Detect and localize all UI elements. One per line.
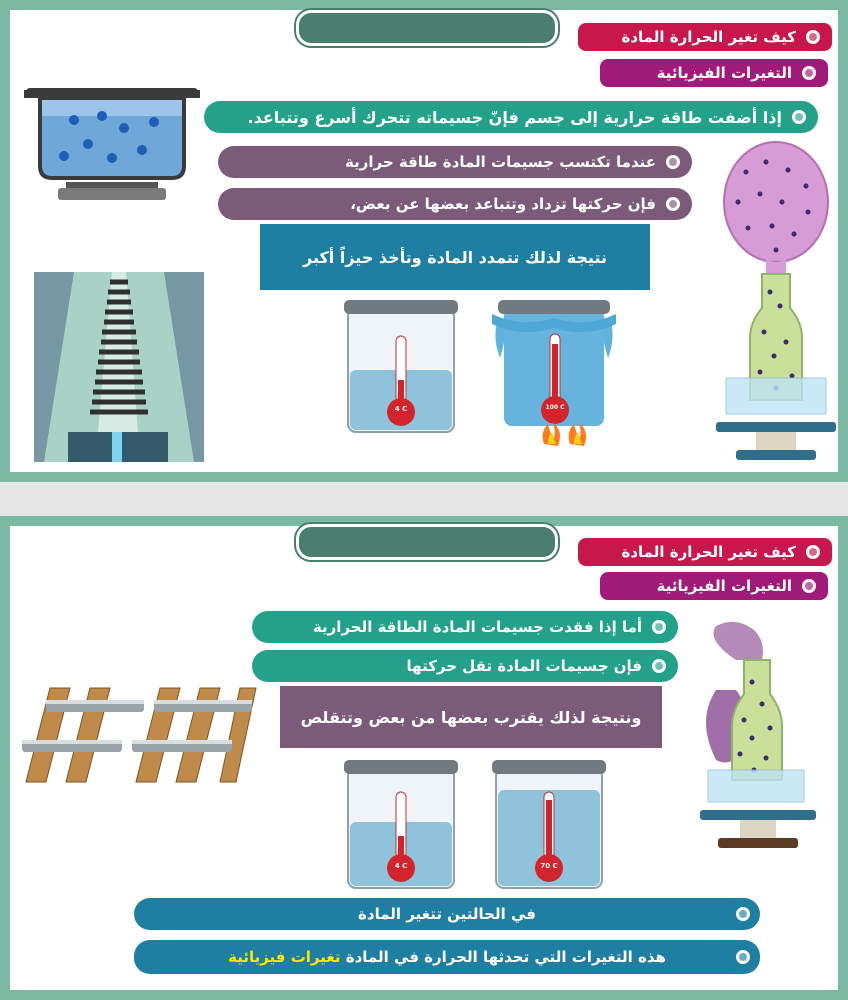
- bullet-icon: [802, 66, 816, 80]
- bullet-icon: [802, 579, 816, 593]
- slide-2-point-2-text: فإن جسيمات المادة تقل حركتها: [406, 657, 642, 675]
- slide-1-point-1: [218, 146, 692, 178]
- balloon-bottle-heated-image: [716, 142, 836, 460]
- slide-2-subtitle-text: التغيرات الفيزيائية: [656, 577, 792, 595]
- slide-2: [0, 516, 848, 1000]
- slide-2-title-text: كيف تغير الحرارة المادة: [621, 543, 796, 561]
- bullet-icon: [652, 659, 666, 673]
- slide-1-result-text: نتيجة لذلك تتمدد المادة وتأخذ حيزاً أكبر: [303, 247, 607, 267]
- slide-1-point-2: [218, 188, 692, 220]
- slide-1-subtitle-text: التغيرات الفيزيائية: [656, 64, 792, 82]
- boiling-pot-icon: [24, 70, 200, 210]
- slide-1-point-1-text: عندما تكتسب جسيمات المادة طاقة حرارية: [345, 153, 656, 171]
- slide-2-summary-2-highlight: تغيرات فيزيائية: [228, 948, 341, 966]
- cold-jar-thermometer-2: [344, 760, 458, 892]
- bullet-icon: [792, 110, 806, 124]
- slide-1-result-box: [260, 224, 650, 290]
- slide-2-summary-2-text: هذه التغيرات التي تحدثها الحرارة في المادة: [345, 948, 666, 966]
- slide-2-subtitle: [600, 572, 828, 600]
- slide-2-warm-temp: 70 C: [540, 862, 558, 870]
- bullet-icon: [736, 950, 750, 964]
- slide-2-point-1: [252, 611, 678, 643]
- slide-1-subtitle: [600, 59, 828, 87]
- slide-2-result-box: [280, 686, 662, 748]
- slide-1: [0, 0, 848, 482]
- slide-2-point-2: [252, 650, 678, 682]
- slide-2-header-tab: [296, 524, 558, 560]
- slide-1-main-text: إذا أضفت طاقة حرارية إلى جسم فإنّ جسيماته تتحرك أسرع وتتباعد.: [247, 107, 782, 127]
- slide-2-point-1-text: أما إذا فقدت جسيمات المادة الطاقة الحرارية: [312, 618, 642, 636]
- bullet-icon: [666, 197, 680, 211]
- slide-2-summary-1-text: في الحالتين تتغير المادة: [358, 905, 536, 923]
- slide-1-header-tab: [296, 10, 558, 46]
- slide-1-hot-temp: 100 C: [545, 404, 565, 411]
- bullet-icon: [666, 155, 680, 169]
- warm-jar-thermometer: [492, 760, 606, 892]
- bullet-icon: [806, 545, 820, 559]
- slide-2-summary-2: [134, 940, 760, 974]
- slide-2-cold-temp: 4 C: [394, 862, 408, 870]
- hot-jar-thermometer: [492, 298, 616, 458]
- slide-1-title: [578, 23, 832, 51]
- expansion-joint-image: [34, 272, 204, 462]
- slide-1-main-statement: [204, 101, 818, 133]
- bullet-icon: [806, 30, 820, 44]
- slide-1-title-text: كيف تغير الحرارة المادة: [621, 28, 796, 46]
- bullet-icon: [652, 620, 666, 634]
- slide-1-cold-temp: 4 C: [394, 405, 408, 413]
- slide-2-result-text: ونتيجة لذلك يقترب بعضها من بعض وتتقلص: [300, 707, 642, 727]
- balloon-bottle-cooled-image: [696, 620, 820, 860]
- slide-2-summary-1: [134, 898, 760, 930]
- slide-2-title: [578, 538, 832, 566]
- slide-1-point-2-text: فإن حركتها تزداد وتتباعد بعضها عن بعض،: [350, 195, 656, 213]
- bullet-icon: [736, 907, 750, 921]
- cold-jar-thermometer: [344, 300, 458, 436]
- rail-tracks-image: [20, 688, 256, 782]
